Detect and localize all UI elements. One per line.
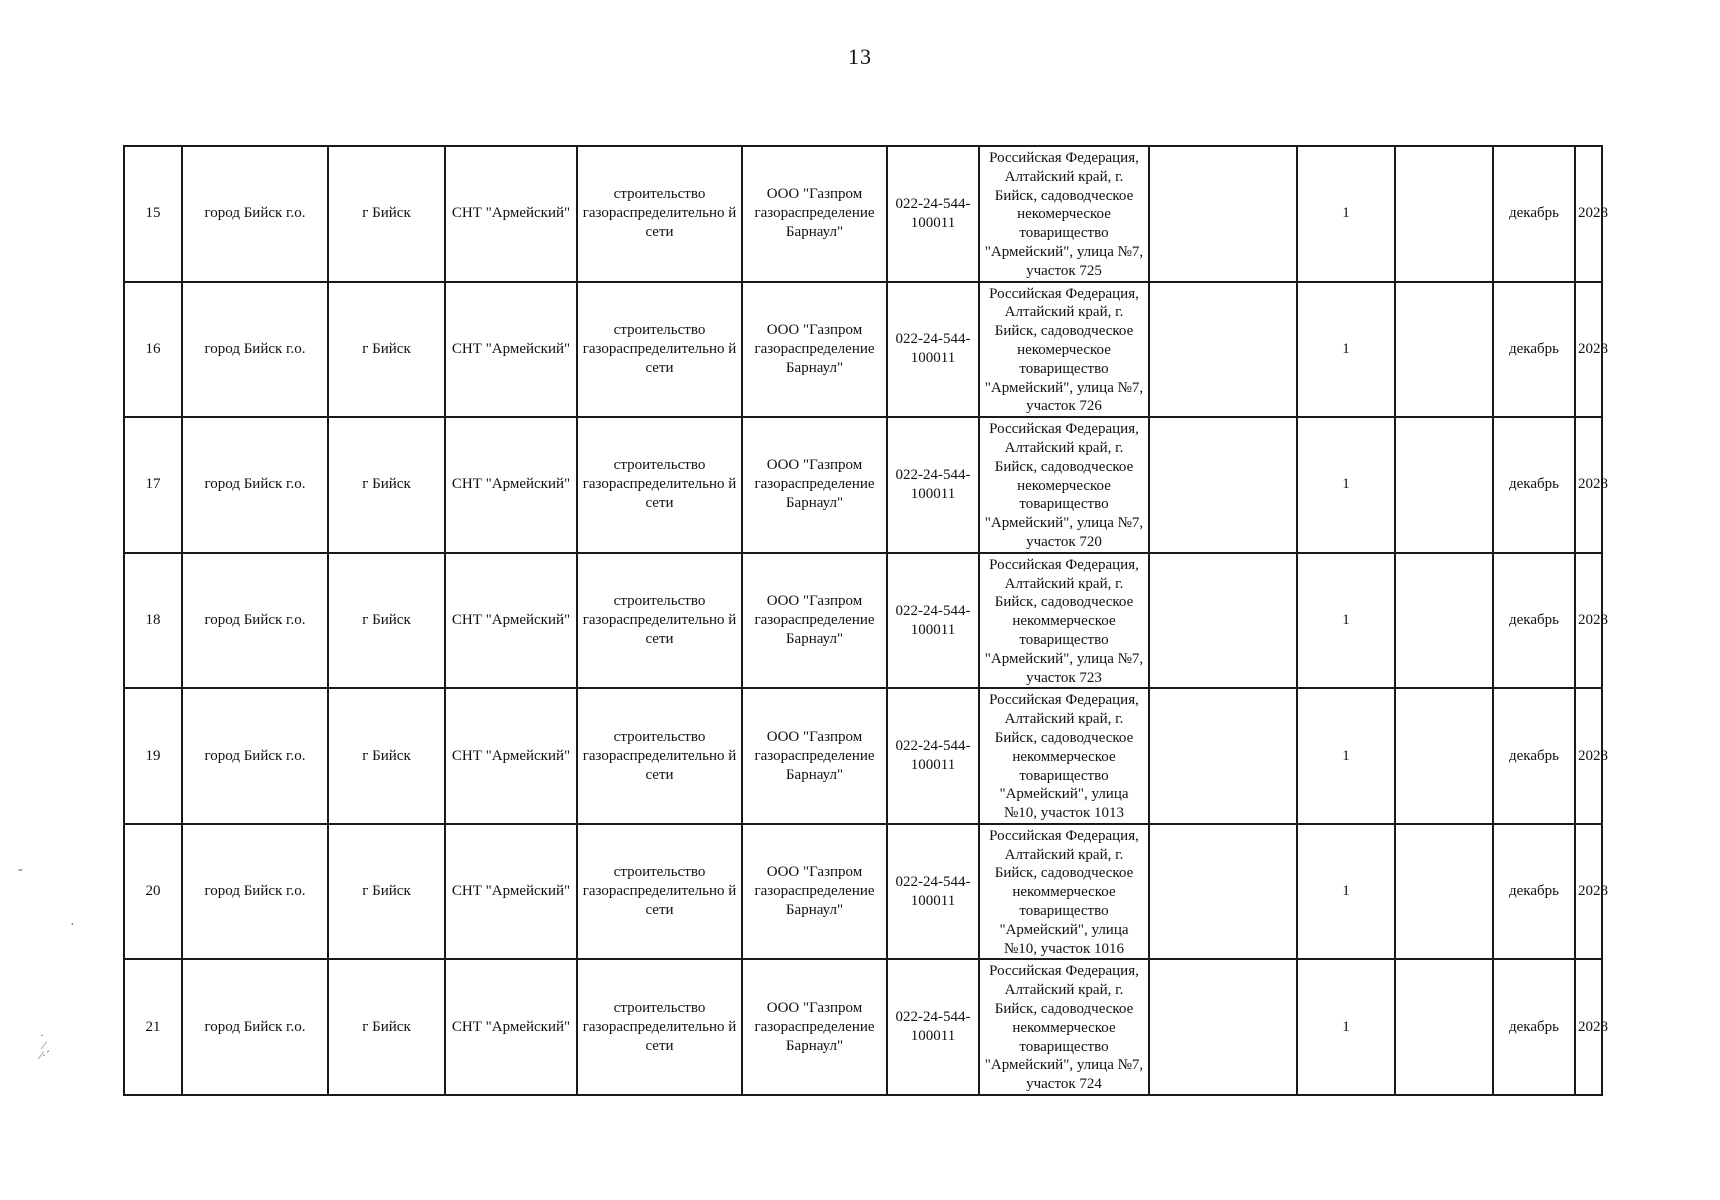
address-cell: Российская Федерация, Алтайский край, г. Бийск, садоводческое некомерческое товарищество "Армейский", улица №7, участок 726	[979, 282, 1149, 418]
work-type-cell: строительство газораспределительно й сети	[577, 282, 742, 418]
municipality-cell: город Бийск г.о.	[182, 688, 328, 824]
work-type-cell: строительство газораспределительно й сети	[577, 688, 742, 824]
object-code-cell: 022-24-544-100011	[887, 959, 979, 1095]
quantity-cell: 1	[1297, 959, 1395, 1095]
empty-cell	[1149, 688, 1297, 824]
municipality-cell: город Бийск г.о.	[182, 959, 328, 1095]
object-code-cell: 022-24-544-100011	[887, 553, 979, 689]
object-name-cell: СНТ "Армейский"	[445, 282, 577, 418]
empty-cell	[1395, 688, 1493, 824]
municipality-cell: город Бийск г.о.	[182, 824, 328, 960]
object-code-cell: 022-24-544-100011	[887, 688, 979, 824]
year-cell: 2028	[1575, 553, 1602, 689]
company-cell: ООО "Газпром газораспределение Барнаул"	[742, 146, 887, 282]
empty-cell	[1395, 282, 1493, 418]
scan-speck: ·	[70, 918, 75, 933]
object-code-cell: 022-24-544-100011	[887, 824, 979, 960]
object-name-cell: СНТ "Армейский"	[445, 824, 577, 960]
month-cell: декабрь	[1493, 824, 1575, 960]
month-cell: декабрь	[1493, 417, 1575, 553]
register-table	[123, 145, 1608, 1096]
table-row	[124, 688, 1602, 824]
scan-speck: · ⁄ ⁄·´	[40, 1028, 50, 1062]
row-number: 15	[124, 146, 182, 282]
year-cell: 2028	[1575, 824, 1602, 960]
municipality-cell: город Бийск г.о.	[182, 417, 328, 553]
address-cell: Российская Федерация, Алтайский край, г. Бийск, садоводческое некоммерческое товарищество "Армейский", улица №7, участок 724	[979, 959, 1149, 1095]
empty-cell	[1395, 824, 1493, 960]
municipality-cell: город Бийск г.о.	[182, 282, 328, 418]
row-number: 20	[124, 824, 182, 960]
company-cell: ООО "Газпром газораспределение Барнаул"	[742, 282, 887, 418]
row-number: 17	[124, 417, 182, 553]
municipality-cell: город Бийск г.о.	[182, 146, 328, 282]
work-type-cell: строительство газораспределительно й сети	[577, 146, 742, 282]
month-cell: декабрь	[1493, 282, 1575, 418]
company-cell: ООО "Газпром газораспределение Барнаул"	[742, 417, 887, 553]
empty-cell	[1149, 417, 1297, 553]
work-type-cell: строительство газораспределительно й сети	[577, 553, 742, 689]
table-row	[124, 824, 1602, 960]
table-row	[124, 959, 1602, 1095]
empty-cell	[1149, 824, 1297, 960]
locality-cell: г Бийск	[328, 282, 445, 418]
address-cell: Российская Федерация, Алтайский край, г. Бийск, садоводческое некоммерческое товарищество "Армейский", улица №10, участок 1013	[979, 688, 1149, 824]
locality-cell: г Бийск	[328, 959, 445, 1095]
year-cell: 2028	[1575, 417, 1602, 553]
work-type-cell: строительство газораспределительно й сети	[577, 959, 742, 1095]
object-code-cell: 022-24-544-100011	[887, 417, 979, 553]
address-cell: Российская Федерация, Алтайский край, г. Бийск, садоводческое некомерческое товарищество "Армейский", улица №7, участок 725	[979, 146, 1149, 282]
empty-cell	[1149, 282, 1297, 418]
company-cell: ООО "Газпром газораспределение Барнаул"	[742, 553, 887, 689]
year-cell: 2028	[1575, 146, 1602, 282]
page-number: 13	[848, 44, 872, 69]
locality-cell: г Бийск	[328, 417, 445, 553]
month-cell: декабрь	[1493, 688, 1575, 824]
company-cell: ООО "Газпром газораспределение Барнаул"	[742, 688, 887, 824]
object-code-cell: 022-24-544-100011	[887, 282, 979, 418]
object-code-cell: 022-24-544-100011	[887, 146, 979, 282]
company-cell: ООО "Газпром газораспределение Барнаул"	[742, 959, 887, 1095]
table-body	[124, 146, 1608, 1095]
year-cell: 2028	[1575, 688, 1602, 824]
empty-cell	[1149, 959, 1297, 1095]
quantity-cell: 1	[1297, 688, 1395, 824]
locality-cell: г Бийск	[328, 688, 445, 824]
month-cell: декабрь	[1493, 959, 1575, 1095]
empty-cell	[1149, 553, 1297, 689]
month-cell: декабрь	[1493, 553, 1575, 689]
year-cell: 2028	[1575, 959, 1602, 1095]
object-name-cell: СНТ "Армейский"	[445, 553, 577, 689]
quantity-cell: 1	[1297, 824, 1395, 960]
quantity-cell: 1	[1297, 417, 1395, 553]
empty-cell	[1395, 959, 1493, 1095]
work-type-cell: строительство газораспределительно й сети	[577, 417, 742, 553]
locality-cell: г Бийск	[328, 553, 445, 689]
month-cell: декабрь	[1493, 146, 1575, 282]
work-type-cell: строительство газораспределительно й сети	[577, 824, 742, 960]
table-row	[124, 553, 1602, 689]
quantity-cell: 1	[1297, 146, 1395, 282]
row-number: 16	[124, 282, 182, 418]
quantity-cell: 1	[1297, 553, 1395, 689]
empty-cell	[1395, 146, 1493, 282]
table-row	[124, 417, 1602, 553]
quantity-cell: 1	[1297, 282, 1395, 418]
table-row	[124, 146, 1602, 282]
locality-cell: г Бийск	[328, 146, 445, 282]
object-name-cell: СНТ "Армейский"	[445, 959, 577, 1095]
municipality-cell: город Бийск г.о.	[182, 553, 328, 689]
empty-cell	[1395, 417, 1493, 553]
address-cell: Российская Федерация, Алтайский край, г. Бийск, садоводческое некоммерческое товарищество "Армейский", улица №7, участок 723	[979, 553, 1149, 689]
object-name-cell: СНТ "Армейский"	[445, 688, 577, 824]
year-cell: 2028	[1575, 282, 1602, 418]
company-cell: ООО "Газпром газораспределение Барнаул"	[742, 824, 887, 960]
row-number: 18	[124, 553, 182, 689]
table-row	[124, 282, 1602, 418]
object-name-cell: СНТ "Армейский"	[445, 146, 577, 282]
locality-cell: г Бийск	[328, 824, 445, 960]
row-number: 21	[124, 959, 182, 1095]
address-cell: Российская Федерация, Алтайский край, г. Бийск, садоводческое некомерческое товарищество "Армейский", улица №7, участок 720	[979, 417, 1149, 553]
object-name-cell: СНТ "Армейский"	[445, 417, 577, 553]
address-cell: Российская Федерация, Алтайский край, г. Бийск, садоводческое некоммерческое товарищество "Армейский", улица №10, участок 1016	[979, 824, 1149, 960]
empty-cell	[1149, 146, 1297, 282]
scan-speck: -	[18, 862, 23, 877]
row-number: 19	[124, 688, 182, 824]
empty-cell	[1395, 553, 1493, 689]
